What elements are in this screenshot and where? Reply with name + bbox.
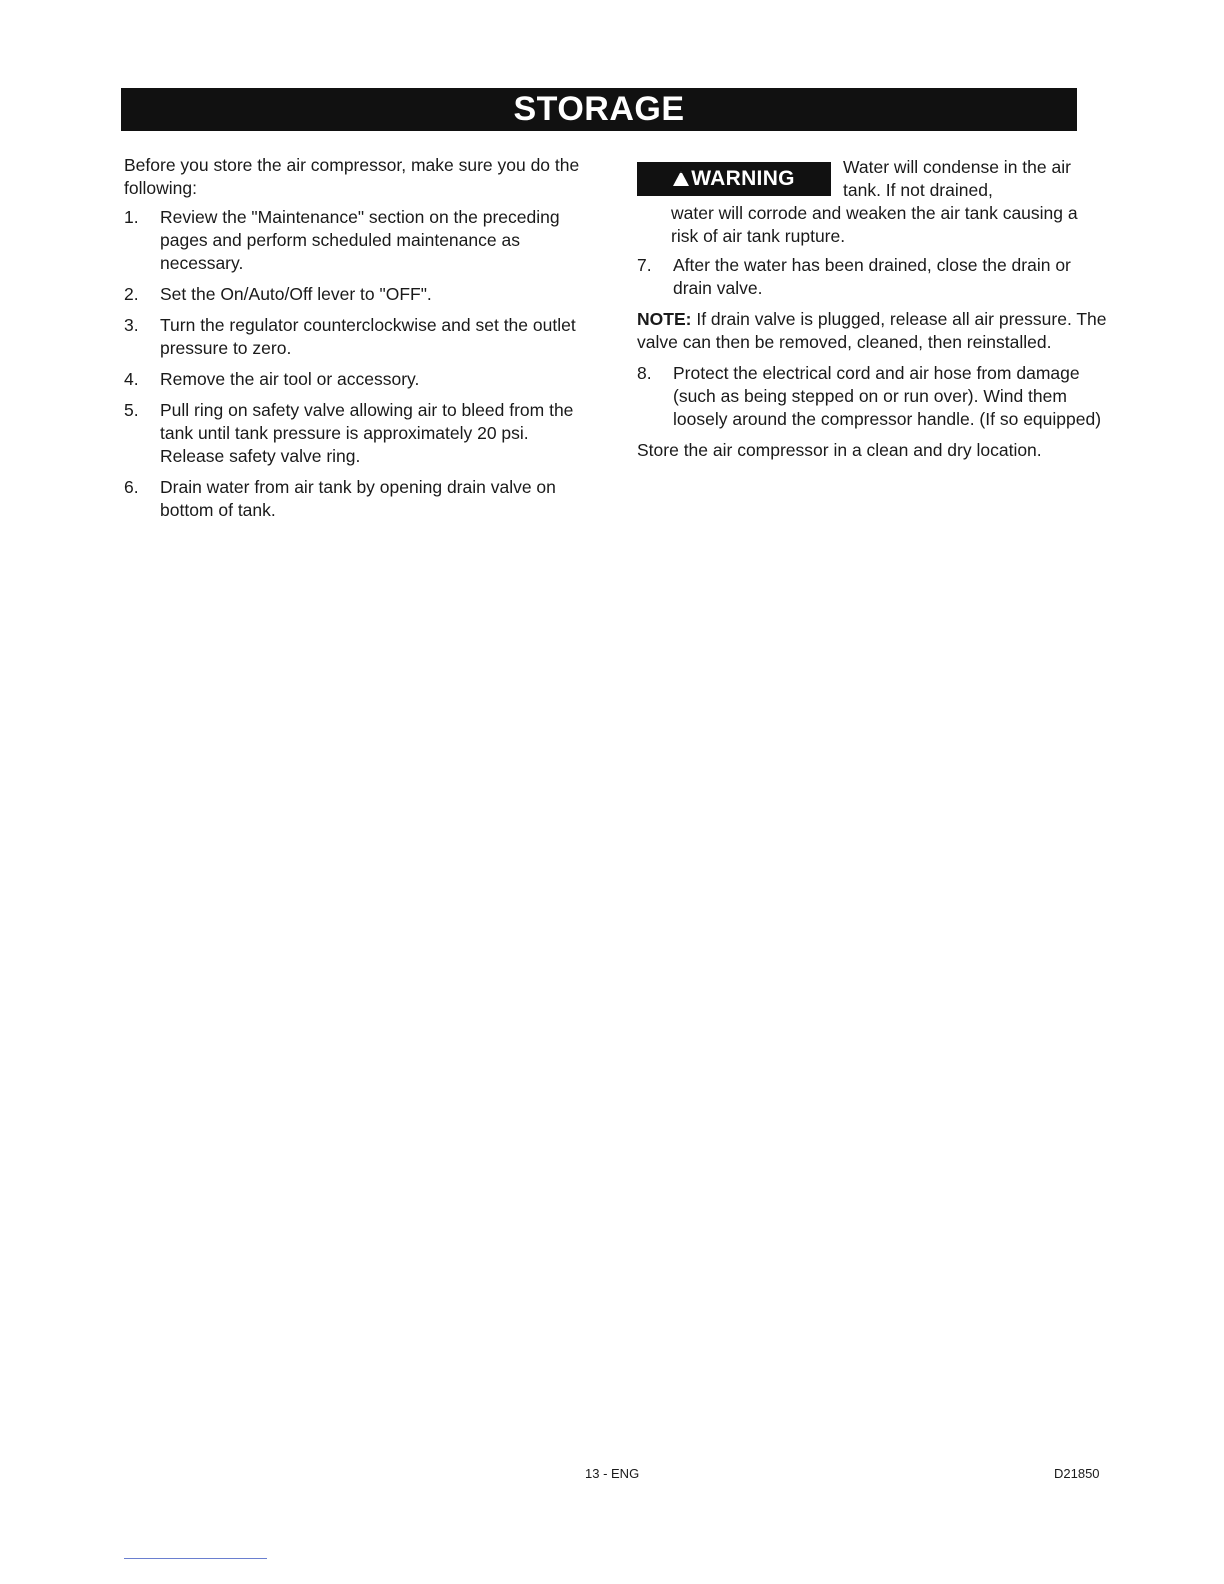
storage-steps-list	[124, 206, 596, 522]
left-column	[124, 154, 596, 530]
section-title: STORAGE	[121, 88, 1077, 131]
warning-text-top: Water will condense in the air tank. If not drained,	[843, 157, 1071, 200]
list-item	[124, 368, 596, 391]
list-item-number: 8.	[637, 363, 652, 383]
list-item-number: 1.	[124, 207, 139, 227]
warning-label: WARNING	[691, 167, 795, 190]
page-number: 13 - ENG	[585, 1466, 640, 1481]
list-item	[124, 476, 596, 522]
list-item-text: After the water has been drained, close the drain or drain valve.	[673, 255, 1071, 298]
list-item	[124, 283, 596, 306]
list-item-number: 6.	[124, 477, 139, 497]
closing-paragraph: Store the air compressor in a clean and dry location.	[637, 440, 1042, 460]
storage-steps-list-continued	[637, 254, 1107, 300]
warning-text-rest: water will corrode and weaken the air tank causing a risk of air tank rupture.	[671, 203, 1078, 246]
list-item-number: 7.	[637, 255, 652, 275]
note-text: If drain valve is plugged, release all air pressure. The valve can then be removed, cleaned, then reinstalled.	[637, 309, 1107, 352]
note-paragraph	[637, 308, 1107, 354]
intro-paragraph: Before you store the air compressor, make sure you do the following:	[124, 155, 580, 198]
document-code: D21850	[1054, 1466, 1100, 1481]
list-item	[124, 206, 596, 275]
list-item-number: 3.	[124, 315, 139, 335]
list-item-text: Drain water from air tank by opening drain valve on bottom of tank.	[160, 477, 556, 520]
list-item-number: 4.	[124, 369, 139, 389]
right-column	[637, 154, 1107, 462]
list-item-number: 5.	[124, 400, 139, 420]
note-label: NOTE:	[637, 309, 692, 329]
list-item-text: Turn the regulator counterclockwise and set the outlet pressure to zero.	[160, 315, 576, 358]
storage-steps-list-final	[637, 362, 1107, 431]
warning-badge	[637, 162, 831, 196]
bottom-divider	[124, 1558, 267, 1559]
list-item	[637, 362, 1107, 431]
list-item-text: Set the On/Auto/Off lever to "OFF".	[160, 284, 432, 304]
list-item	[637, 254, 1107, 300]
list-item-text: Protect the electrical cord and air hose from damage (such as being stepped on or run over). Wind them loosely around the compressor handle. (If so equipped)	[673, 363, 1102, 429]
warning-block	[637, 154, 1107, 248]
list-item	[124, 399, 596, 468]
list-item	[124, 314, 596, 360]
list-item-text: Remove the air tool or accessory.	[160, 369, 420, 389]
list-item-text: Review the "Maintenance" section on the preceding pages and perform scheduled maintenance as necessary.	[160, 207, 560, 273]
warning-triangle-icon: !	[673, 162, 691, 196]
list-item-number: 2.	[124, 284, 139, 304]
list-item-text: Pull ring on safety valve allowing air to bleed from the tank until tank pressure is approximately 20 psi. Release safety valve ring.	[160, 400, 574, 466]
